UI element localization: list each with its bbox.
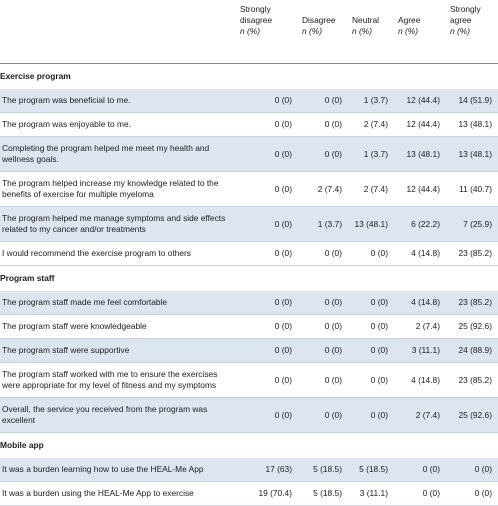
cell-agree: 6 (22.2) — [394, 207, 446, 242]
row-label: The program helped increase my knowledge related to the benefits of exercise for multiple myeloma — [0, 172, 236, 207]
cell-strongly-agree: 23 (85.2) — [446, 242, 498, 266]
row-label: It was a burden learning how to use the HEAL-Me App — [0, 458, 236, 482]
cell-strongly-agree: 13 (48.1) — [446, 113, 498, 137]
table-row — [0, 315, 498, 339]
cell-strongly-agree: 25 (92.6) — [446, 315, 498, 339]
cell-strongly-disagree: 0 (0) — [236, 172, 298, 207]
cell-disagree: 0 (0) — [298, 315, 348, 339]
cell-agree: 12 (44.4) — [394, 89, 446, 113]
cell-strongly-agree: 23 (85.2) — [446, 291, 498, 315]
row-label: Completing the program helped me meet my health and wellness goals. — [0, 137, 236, 172]
cell-agree: 3 (11.1) — [394, 339, 446, 363]
cell-agree: 13 (48.1) — [394, 137, 446, 172]
cell-strongly-agree: 25 (92.6) — [446, 398, 498, 433]
cell-strongly-disagree: 0 (0) — [236, 137, 298, 172]
header-unit: n (%) — [240, 26, 261, 36]
cell-agree: 0 (0) — [394, 458, 446, 482]
cell-neutral: 0 (0) — [348, 291, 394, 315]
header-strongly-agree — [446, 0, 498, 64]
cell-disagree: 0 (0) — [298, 291, 348, 315]
row-label: It was a burden using the HEAL-Me App to exercise — [0, 482, 236, 506]
header-neutral-label: Neutral — [352, 15, 379, 25]
cell-agree: 0 (0) — [394, 482, 446, 506]
cell-disagree: 0 (0) — [298, 89, 348, 113]
table-row — [0, 242, 498, 266]
cell-strongly-disagree: 0 (0) — [236, 363, 298, 398]
cell-strongly-disagree: 0 (0) — [236, 89, 298, 113]
row-label: The program staff were knowledgeable — [0, 315, 236, 339]
header-unit: n (%) — [450, 26, 471, 36]
table-row — [0, 172, 498, 207]
section-title: Mobile app — [0, 433, 498, 459]
header-unit: n (%) — [352, 26, 373, 36]
section-row — [0, 64, 498, 90]
cell-agree: 4 (14.8) — [394, 291, 446, 315]
header-disagree — [298, 0, 348, 64]
cell-strongly-agree: 11 (40.7) — [446, 172, 498, 207]
cell-agree: 2 (7.4) — [394, 315, 446, 339]
row-label: The program staff worked with me to ensure the exercises were appropriate for my level of fitness and my symptoms — [0, 363, 236, 398]
cell-neutral: 3 (11.1) — [348, 482, 394, 506]
cell-neutral: 0 (0) — [348, 363, 394, 398]
table-row — [0, 339, 498, 363]
cell-disagree: 0 (0) — [298, 363, 348, 398]
cell-strongly-agree: 7 (25.9) — [446, 207, 498, 242]
cell-disagree: 0 (0) — [298, 137, 348, 172]
header-item — [0, 0, 236, 64]
cell-strongly-disagree: 0 (0) — [236, 207, 298, 242]
cell-neutral: 2 (7.4) — [348, 113, 394, 137]
row-label: The program staff made me feel comfortable — [0, 291, 236, 315]
cell-strongly-agree: 0 (0) — [446, 482, 498, 506]
row-label: The program was beneficial to me. — [0, 89, 236, 113]
header-unit: n (%) — [398, 26, 419, 36]
cell-neutral: 13 (48.1) — [348, 207, 394, 242]
cell-strongly-disagree: 19 (70.4) — [236, 482, 298, 506]
cell-strongly-disagree: 0 (0) — [236, 113, 298, 137]
cell-strongly-agree: 13 (48.1) — [446, 137, 498, 172]
table-row — [0, 458, 498, 482]
table-row — [0, 137, 498, 172]
header-agree-label: Agree — [398, 15, 421, 25]
cell-neutral: 0 (0) — [348, 339, 394, 363]
cell-neutral: 0 (0) — [348, 398, 394, 433]
header-strongly-disagree — [236, 0, 298, 64]
table-row — [0, 291, 498, 315]
cell-disagree: 5 (18.5) — [298, 458, 348, 482]
table-row — [0, 113, 498, 137]
cell-disagree: 2 (7.4) — [298, 172, 348, 207]
section-title: Exercise program — [0, 64, 498, 90]
cell-agree: 2 (7.4) — [394, 398, 446, 433]
table-row — [0, 482, 498, 506]
cell-disagree: 1 (3.7) — [298, 207, 348, 242]
cell-neutral: 0 (0) — [348, 315, 394, 339]
cell-strongly-agree: 0 (0) — [446, 458, 498, 482]
cell-neutral: 0 (0) — [348, 242, 394, 266]
cell-disagree: 0 (0) — [298, 339, 348, 363]
row-label: The program staff were supportive — [0, 339, 236, 363]
cell-strongly-agree: 14 (51.9) — [446, 89, 498, 113]
header-strongly-agree-label: Strongly agree — [450, 4, 481, 25]
table-row — [0, 207, 498, 242]
cell-neutral: 2 (7.4) — [348, 172, 394, 207]
header-row — [0, 0, 498, 64]
cell-strongly-disagree: 0 (0) — [236, 291, 298, 315]
cell-strongly-agree: 24 (88.9) — [446, 339, 498, 363]
cell-agree: 12 (44.4) — [394, 113, 446, 137]
cell-neutral: 5 (18.5) — [348, 458, 394, 482]
cell-disagree: 0 (0) — [298, 398, 348, 433]
section-title: Program staff — [0, 266, 498, 292]
row-label: I would recommend the exercise program to others — [0, 242, 236, 266]
header-unit: n (%) — [302, 26, 323, 36]
cell-neutral: 1 (3.7) — [348, 137, 394, 172]
row-label: The program was enjoyable to me. — [0, 113, 236, 137]
header-disagree-label: Disagree — [302, 15, 336, 25]
cell-strongly-disagree: 0 (0) — [236, 242, 298, 266]
cell-strongly-agree: 23 (85.2) — [446, 363, 498, 398]
header-agree — [394, 0, 446, 64]
cell-strongly-disagree: 0 (0) — [236, 315, 298, 339]
cell-strongly-disagree: 0 (0) — [236, 339, 298, 363]
section-row — [0, 266, 498, 292]
row-label: Overall, the service you received from the program was excellent — [0, 398, 236, 433]
cell-strongly-disagree: 0 (0) — [236, 398, 298, 433]
cell-disagree: 5 (18.5) — [298, 482, 348, 506]
table-row — [0, 363, 498, 398]
table-row — [0, 398, 498, 433]
row-label: The program helped me manage symptoms and side effects related to my cancer and/or treatments — [0, 207, 236, 242]
cell-disagree: 0 (0) — [298, 242, 348, 266]
cell-disagree: 0 (0) — [298, 113, 348, 137]
header-strongly-disagree-label: Strongly disagree — [240, 4, 273, 25]
table-row — [0, 89, 498, 113]
header-neutral — [348, 0, 394, 64]
cell-agree: 4 (14.8) — [394, 363, 446, 398]
cell-agree: 12 (44.4) — [394, 172, 446, 207]
cell-strongly-disagree: 17 (63) — [236, 458, 298, 482]
cell-agree: 4 (14.8) — [394, 242, 446, 266]
section-row — [0, 433, 498, 459]
cell-neutral: 1 (3.7) — [348, 89, 394, 113]
